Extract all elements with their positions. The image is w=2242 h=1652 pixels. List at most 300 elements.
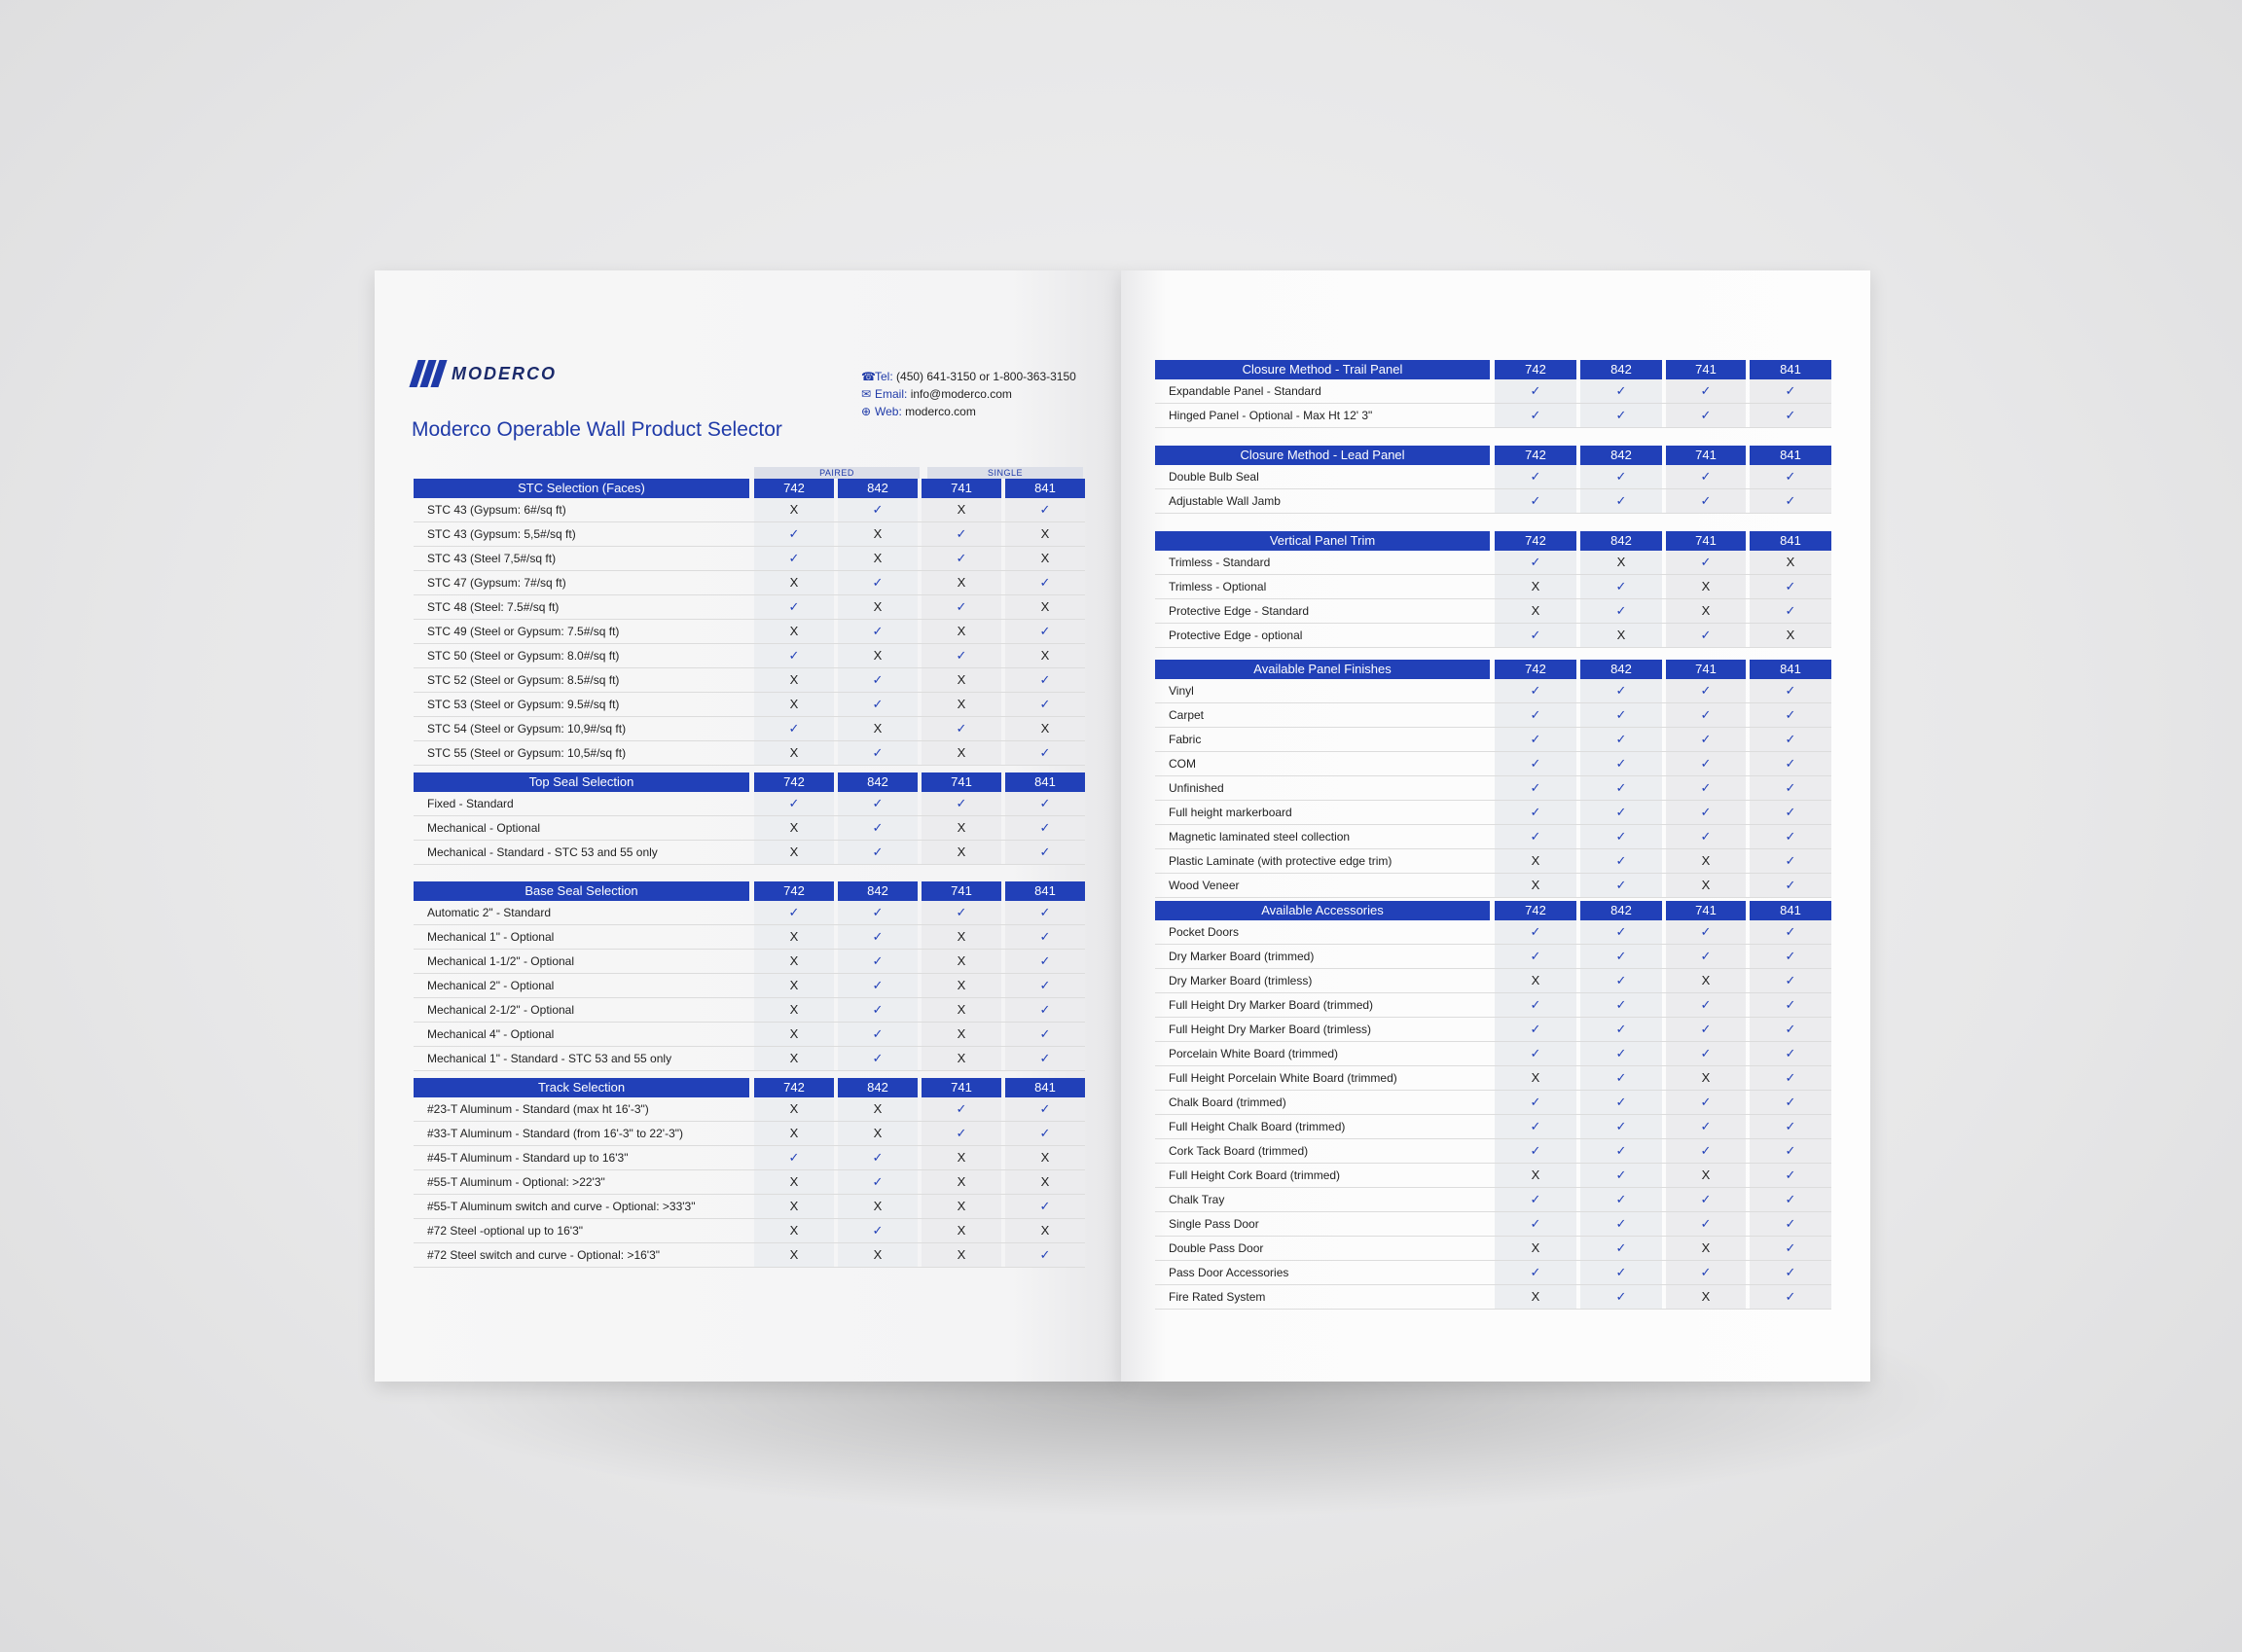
- check-icon: ✓: [1666, 679, 1746, 702]
- check-icon: ✓: [1666, 551, 1746, 574]
- x-mark-icon: X: [754, 1170, 834, 1194]
- row-label: Protective Edge - Standard: [1169, 604, 1310, 618]
- x-mark-icon: X: [1005, 717, 1085, 740]
- x-mark-icon: X: [838, 1243, 918, 1267]
- check-icon: ✓: [1580, 1285, 1662, 1309]
- check-icon: ✓: [838, 620, 918, 643]
- check-icon: ✓: [1580, 1237, 1662, 1260]
- check-icon: ✓: [838, 693, 918, 716]
- check-icon: ✓: [1495, 1091, 1576, 1114]
- x-mark-icon: X: [1750, 551, 1831, 574]
- x-mark-icon: X: [922, 841, 1001, 864]
- row-label: Dry Marker Board (trimmed): [1169, 950, 1315, 963]
- check-icon: ✓: [1750, 728, 1831, 751]
- x-mark-icon: X: [754, 693, 834, 716]
- row-label: Mechanical 1-1/2" - Optional: [427, 954, 575, 968]
- row-label: STC 52 (Steel or Gypsum: 8.5#/sq ft): [427, 673, 620, 687]
- row-label: STC 47 (Gypsum: 7#/sq ft): [427, 576, 566, 590]
- row-label: Double Bulb Seal: [1169, 470, 1259, 484]
- table-row: [1155, 551, 1831, 575]
- table-header: [1155, 360, 1831, 379]
- check-icon: ✓: [1666, 703, 1746, 727]
- check-icon: ✓: [1580, 404, 1662, 427]
- check-icon: ✓: [1666, 776, 1746, 800]
- x-mark-icon: X: [922, 1195, 1001, 1218]
- table-row: [414, 841, 1085, 865]
- check-icon: ✓: [1750, 1285, 1831, 1309]
- x-mark-icon: X: [922, 950, 1001, 973]
- selection-table: [1155, 446, 1831, 514]
- table-row: [1155, 489, 1831, 514]
- check-icon: ✓: [1005, 816, 1085, 840]
- x-mark-icon: X: [754, 620, 834, 643]
- check-icon: ✓: [922, 901, 1001, 924]
- check-icon: ✓: [1005, 571, 1085, 594]
- table-row: [414, 498, 1085, 522]
- x-mark-icon: X: [1666, 969, 1746, 992]
- row-label: Full Height Dry Marker Board (trimmed): [1169, 998, 1374, 1012]
- check-icon: ✓: [838, 816, 918, 840]
- table-row: [414, 1097, 1085, 1122]
- model-column-header: 841: [1005, 772, 1085, 792]
- check-icon: ✓: [1750, 1018, 1831, 1041]
- x-mark-icon: X: [754, 498, 834, 521]
- check-icon: ✓: [1666, 1018, 1746, 1041]
- table-row: [1155, 874, 1831, 898]
- x-mark-icon: X: [922, 693, 1001, 716]
- check-icon: ✓: [754, 644, 834, 667]
- check-icon: ✓: [1495, 679, 1576, 702]
- check-icon: ✓: [838, 974, 918, 997]
- x-mark-icon: X: [1005, 1170, 1085, 1194]
- check-icon: ✓: [1580, 1115, 1662, 1138]
- x-mark-icon: X: [1005, 522, 1085, 546]
- check-icon: ✓: [1005, 901, 1085, 924]
- row-label: Pocket Doors: [1169, 925, 1240, 939]
- table-row: [414, 1122, 1085, 1146]
- check-icon: ✓: [1495, 404, 1576, 427]
- x-mark-icon: X: [1580, 624, 1662, 647]
- row-label: Expandable Panel - Standard: [1169, 384, 1321, 398]
- check-icon: ✓: [1750, 1066, 1831, 1090]
- table-title: Base Seal Selection: [414, 881, 749, 901]
- check-icon: ✓: [1666, 379, 1746, 403]
- page-title: Moderco Operable Wall Product Selector: [412, 418, 782, 441]
- check-icon: ✓: [1666, 945, 1746, 968]
- contact-web: ⊕ Web: moderco.com: [861, 405, 976, 418]
- x-mark-icon: X: [922, 571, 1001, 594]
- table-row: [1155, 599, 1831, 624]
- check-icon: ✓: [1750, 679, 1831, 702]
- moderco-logo: [414, 360, 557, 387]
- row-label: Plastic Laminate (with protective edge trim): [1169, 854, 1392, 868]
- check-icon: ✓: [1750, 849, 1831, 873]
- check-icon: ✓: [1580, 1139, 1662, 1163]
- check-icon: ✓: [1580, 1042, 1662, 1065]
- check-icon: ✓: [1580, 993, 1662, 1017]
- row-label: Protective Edge - optional: [1169, 628, 1303, 642]
- row-label: STC 49 (Steel or Gypsum: 7.5#/sq ft): [427, 625, 620, 638]
- table-row: [414, 974, 1085, 998]
- check-icon: ✓: [1495, 465, 1576, 488]
- check-icon: ✓: [1750, 1091, 1831, 1114]
- table-row: [1155, 801, 1831, 825]
- check-icon: ✓: [1750, 1212, 1831, 1236]
- check-icon: ✓: [1750, 599, 1831, 623]
- x-mark-icon: X: [838, 547, 918, 570]
- check-icon: ✓: [1005, 620, 1085, 643]
- check-icon: ✓: [1580, 1188, 1662, 1211]
- email-icon: ✉: [861, 387, 872, 401]
- model-column-header: 741: [1666, 660, 1746, 679]
- row-label: STC 55 (Steel or Gypsum: 10,5#/sq ft): [427, 746, 627, 760]
- table-row: [414, 668, 1085, 693]
- logo-mark-icon: [414, 360, 446, 387]
- table-row: [1155, 1164, 1831, 1188]
- row-label: STC 53 (Steel or Gypsum: 9.5#/sq ft): [427, 698, 620, 711]
- x-mark-icon: X: [1495, 575, 1576, 598]
- check-icon: ✓: [1750, 945, 1831, 968]
- row-label: #23-T Aluminum - Standard (max ht 16'-3"): [427, 1102, 649, 1116]
- model-column-header: 742: [1495, 660, 1576, 679]
- check-icon: ✓: [1750, 920, 1831, 944]
- row-label: STC 50 (Steel or Gypsum: 8.0#/sq ft): [427, 649, 620, 663]
- check-icon: ✓: [1750, 404, 1831, 427]
- table-row: [414, 1170, 1085, 1195]
- check-icon: ✓: [1005, 925, 1085, 949]
- x-mark-icon: X: [1495, 1164, 1576, 1187]
- check-icon: ✓: [1005, 693, 1085, 716]
- check-icon: ✓: [1666, 1212, 1746, 1236]
- email-address[interactable]: info@moderco.com: [910, 387, 1012, 401]
- check-icon: ✓: [1005, 1097, 1085, 1121]
- table-title: STC Selection (Faces): [414, 479, 749, 498]
- check-icon: ✓: [1750, 703, 1831, 727]
- model-column-header: 742: [754, 881, 834, 901]
- check-icon: ✓: [1005, 974, 1085, 997]
- check-icon: ✓: [838, 741, 918, 765]
- check-icon: ✓: [838, 1170, 918, 1194]
- table-row: [1155, 624, 1831, 648]
- table-row: [414, 998, 1085, 1023]
- model-column-header: 741: [922, 881, 1001, 901]
- table-row: [1155, 1115, 1831, 1139]
- x-mark-icon: X: [754, 1047, 834, 1070]
- x-mark-icon: X: [922, 925, 1001, 949]
- x-mark-icon: X: [1666, 1285, 1746, 1309]
- table-row: [1155, 1139, 1831, 1164]
- check-icon: ✓: [1750, 776, 1831, 800]
- check-icon: ✓: [1750, 489, 1831, 513]
- x-mark-icon: X: [922, 1023, 1001, 1046]
- check-icon: ✓: [1495, 1115, 1576, 1138]
- row-label: Wood Veneer: [1169, 879, 1240, 892]
- check-icon: ✓: [1580, 1091, 1662, 1114]
- x-mark-icon: X: [922, 620, 1001, 643]
- x-mark-icon: X: [1005, 595, 1085, 619]
- row-label: STC 54 (Steel or Gypsum: 10,9#/sq ft): [427, 722, 627, 736]
- phone-icon: ☎: [861, 370, 876, 383]
- check-icon: ✓: [1005, 998, 1085, 1022]
- selection-table: [1155, 901, 1831, 1310]
- table-row: [414, 925, 1085, 950]
- x-mark-icon: X: [922, 498, 1001, 521]
- check-icon: ✓: [1750, 1237, 1831, 1260]
- table-row: [1155, 1261, 1831, 1285]
- table-row: [414, 1195, 1085, 1219]
- table-row: [1155, 776, 1831, 801]
- check-icon: ✓: [1666, 920, 1746, 944]
- model-column-header: 842: [1580, 446, 1662, 465]
- check-icon: ✓: [1666, 1115, 1746, 1138]
- x-mark-icon: X: [1666, 1066, 1746, 1090]
- model-column-header: 841: [1005, 1078, 1085, 1097]
- check-icon: ✓: [1750, 575, 1831, 598]
- check-icon: ✓: [838, 571, 918, 594]
- table-title: Track Selection: [414, 1078, 749, 1097]
- check-icon: ✓: [1666, 728, 1746, 751]
- x-mark-icon: X: [754, 741, 834, 765]
- row-label: Carpet: [1169, 708, 1205, 722]
- x-mark-icon: X: [838, 1195, 918, 1218]
- model-column-header: 841: [1005, 479, 1085, 498]
- check-icon: ✓: [1666, 1188, 1746, 1211]
- table-row: [414, 595, 1085, 620]
- table-row: [414, 547, 1085, 571]
- table-row: [1155, 1237, 1831, 1261]
- x-mark-icon: X: [754, 1219, 834, 1242]
- table-row: [1155, 849, 1831, 874]
- table-row: [1155, 1285, 1831, 1310]
- row-label: Adjustable Wall Jamb: [1169, 494, 1281, 508]
- model-column-header: 842: [1580, 901, 1662, 920]
- check-icon: ✓: [1666, 404, 1746, 427]
- x-mark-icon: X: [1495, 1066, 1576, 1090]
- check-icon: ✓: [1005, 1047, 1085, 1070]
- table-header: [414, 1078, 1085, 1097]
- model-column-header: 841: [1750, 446, 1831, 465]
- check-icon: ✓: [922, 792, 1001, 815]
- web-address[interactable]: moderco.com: [905, 405, 976, 418]
- row-label: STC 43 (Gypsum: 6#/sq ft): [427, 503, 566, 517]
- check-icon: ✓: [1750, 1042, 1831, 1065]
- table-title: Available Accessories: [1155, 901, 1490, 920]
- row-label: Dry Marker Board (trimless): [1169, 974, 1313, 988]
- table-row: [1155, 1091, 1831, 1115]
- right-page: [1121, 270, 1870, 1382]
- row-label: Fire Rated System: [1169, 1290, 1266, 1304]
- row-label: Fixed - Standard: [427, 797, 514, 810]
- model-column-header: 842: [838, 1078, 918, 1097]
- check-icon: ✓: [1495, 1018, 1576, 1041]
- table-row: [414, 816, 1085, 841]
- check-icon: ✓: [1666, 993, 1746, 1017]
- selection-table: [1155, 360, 1831, 428]
- check-icon: ✓: [1750, 969, 1831, 992]
- check-icon: ✓: [1580, 1018, 1662, 1041]
- contact-phone: ☎Tel: (450) 641-3150 or 1-800-363-3150: [861, 370, 1076, 383]
- check-icon: ✓: [1580, 874, 1662, 897]
- model-column-header: 842: [838, 772, 918, 792]
- row-label: Mechanical 1" - Standard - STC 53 and 55 only: [427, 1052, 672, 1065]
- check-icon: ✓: [838, 668, 918, 692]
- x-mark-icon: X: [754, 816, 834, 840]
- check-icon: ✓: [838, 901, 918, 924]
- check-icon: ✓: [1495, 489, 1576, 513]
- check-icon: ✓: [1580, 465, 1662, 488]
- model-column-header: 741: [922, 1078, 1001, 1097]
- check-icon: ✓: [1580, 801, 1662, 824]
- row-label: #45-T Aluminum - Standard up to 16'3": [427, 1151, 629, 1165]
- row-label: Mechanical - Standard - STC 53 and 55 only: [427, 845, 658, 859]
- x-mark-icon: X: [922, 1243, 1001, 1267]
- row-label: STC 43 (Steel 7,5#/sq ft): [427, 552, 557, 565]
- table-row: [414, 522, 1085, 547]
- row-label: Unfinished: [1169, 781, 1224, 795]
- model-column-header: 842: [838, 881, 918, 901]
- check-icon: ✓: [838, 1023, 918, 1046]
- check-icon: ✓: [1005, 1122, 1085, 1145]
- selection-table: [414, 479, 1085, 766]
- check-icon: ✓: [1750, 379, 1831, 403]
- table-row: [1155, 1018, 1831, 1042]
- table-row: [1155, 825, 1831, 849]
- check-icon: ✓: [1495, 801, 1576, 824]
- x-mark-icon: X: [1495, 599, 1576, 623]
- x-mark-icon: X: [1666, 599, 1746, 623]
- x-mark-icon: X: [754, 974, 834, 997]
- globe-icon: ⊕: [861, 405, 872, 418]
- model-column-header: 841: [1750, 660, 1831, 679]
- row-label: STC 48 (Steel: 7.5#/sq ft): [427, 600, 560, 614]
- check-icon: ✓: [1495, 1261, 1576, 1284]
- check-icon: ✓: [1750, 465, 1831, 488]
- x-mark-icon: X: [1666, 849, 1746, 873]
- check-icon: ✓: [1580, 489, 1662, 513]
- table-title: Closure Method - Lead Panel: [1155, 446, 1490, 465]
- table-row: [1155, 728, 1831, 752]
- model-column-header: 742: [1495, 360, 1576, 379]
- check-icon: ✓: [1005, 1243, 1085, 1267]
- x-mark-icon: X: [1495, 969, 1576, 992]
- row-label: Mechanical 2" - Optional: [427, 979, 555, 992]
- phone-number[interactable]: (450) 641-3150 or 1-800-363-3150: [896, 370, 1076, 383]
- table-row: [414, 693, 1085, 717]
- x-mark-icon: X: [754, 1195, 834, 1218]
- table-title: Available Panel Finishes: [1155, 660, 1490, 679]
- check-icon: ✓: [1495, 379, 1576, 403]
- check-icon: ✓: [1666, 752, 1746, 775]
- x-mark-icon: X: [1495, 849, 1576, 873]
- model-column-header: 741: [1666, 446, 1746, 465]
- check-icon: ✓: [1666, 1261, 1746, 1284]
- check-icon: ✓: [1580, 920, 1662, 944]
- check-icon: ✓: [1495, 752, 1576, 775]
- selection-table: [1155, 531, 1831, 648]
- row-label: COM: [1169, 757, 1196, 771]
- check-icon: ✓: [1750, 752, 1831, 775]
- contact-email: ✉ Email: info@moderco.com: [861, 387, 1012, 401]
- row-label: Hinged Panel - Optional - Max Ht 12' 3": [1169, 409, 1373, 422]
- x-mark-icon: X: [1666, 874, 1746, 897]
- check-icon: ✓: [1005, 741, 1085, 765]
- model-column-header: 742: [1495, 901, 1576, 920]
- check-icon: ✓: [1750, 825, 1831, 848]
- check-icon: ✓: [1580, 849, 1662, 873]
- check-icon: ✓: [1580, 945, 1662, 968]
- check-icon: ✓: [1495, 776, 1576, 800]
- model-column-header: 842: [838, 479, 918, 498]
- x-mark-icon: X: [1580, 551, 1662, 574]
- table-title: Top Seal Selection: [414, 772, 749, 792]
- table-row: [1155, 575, 1831, 599]
- check-icon: ✓: [1750, 874, 1831, 897]
- check-icon: ✓: [1495, 703, 1576, 727]
- table-row: [414, 1219, 1085, 1243]
- row-label: Trimless - Optional: [1169, 580, 1267, 593]
- check-icon: ✓: [754, 522, 834, 546]
- check-icon: ✓: [922, 595, 1001, 619]
- model-column-header: 842: [1580, 660, 1662, 679]
- table-row: [1155, 1188, 1831, 1212]
- table-row: [1155, 945, 1831, 969]
- check-icon: ✓: [1580, 379, 1662, 403]
- check-icon: ✓: [1580, 703, 1662, 727]
- check-icon: ✓: [1580, 1212, 1662, 1236]
- check-icon: ✓: [922, 717, 1001, 740]
- table-header: [414, 881, 1085, 901]
- check-icon: ✓: [922, 1097, 1001, 1121]
- check-icon: ✓: [1005, 841, 1085, 864]
- check-icon: ✓: [1580, 679, 1662, 702]
- table-row: [1155, 679, 1831, 703]
- row-label: #55-T Aluminum - Optional: >22'3": [427, 1175, 605, 1189]
- row-label: Cork Tack Board (trimmed): [1169, 1144, 1309, 1158]
- check-icon: ✓: [1005, 950, 1085, 973]
- check-icon: ✓: [1495, 624, 1576, 647]
- row-label: Mechanical - Optional: [427, 821, 541, 835]
- table-row: [1155, 969, 1831, 993]
- table-row: [1155, 1212, 1831, 1237]
- x-mark-icon: X: [922, 741, 1001, 765]
- model-column-header: 741: [922, 772, 1001, 792]
- check-icon: ✓: [1750, 1261, 1831, 1284]
- table-header: [1155, 660, 1831, 679]
- model-column-header: 741: [922, 479, 1001, 498]
- table-row: [414, 792, 1085, 816]
- check-icon: ✓: [1580, 575, 1662, 598]
- check-icon: ✓: [1580, 752, 1662, 775]
- check-icon: ✓: [1005, 498, 1085, 521]
- check-icon: ✓: [1666, 801, 1746, 824]
- row-label: Full Height Cork Board (trimmed): [1169, 1168, 1341, 1182]
- x-mark-icon: X: [838, 595, 918, 619]
- check-icon: ✓: [754, 595, 834, 619]
- x-mark-icon: X: [1005, 1219, 1085, 1242]
- check-icon: ✓: [838, 950, 918, 973]
- check-icon: ✓: [754, 717, 834, 740]
- selection-table: [414, 881, 1085, 1071]
- row-label: Vinyl: [1169, 684, 1194, 698]
- table-row: [414, 741, 1085, 766]
- x-mark-icon: X: [754, 1243, 834, 1267]
- model-column-header: 742: [754, 479, 834, 498]
- check-icon: ✓: [754, 547, 834, 570]
- check-icon: ✓: [838, 925, 918, 949]
- check-icon: ✓: [838, 1146, 918, 1169]
- paired-group-label: PAIRED: [754, 467, 920, 479]
- check-icon: ✓: [1666, 1091, 1746, 1114]
